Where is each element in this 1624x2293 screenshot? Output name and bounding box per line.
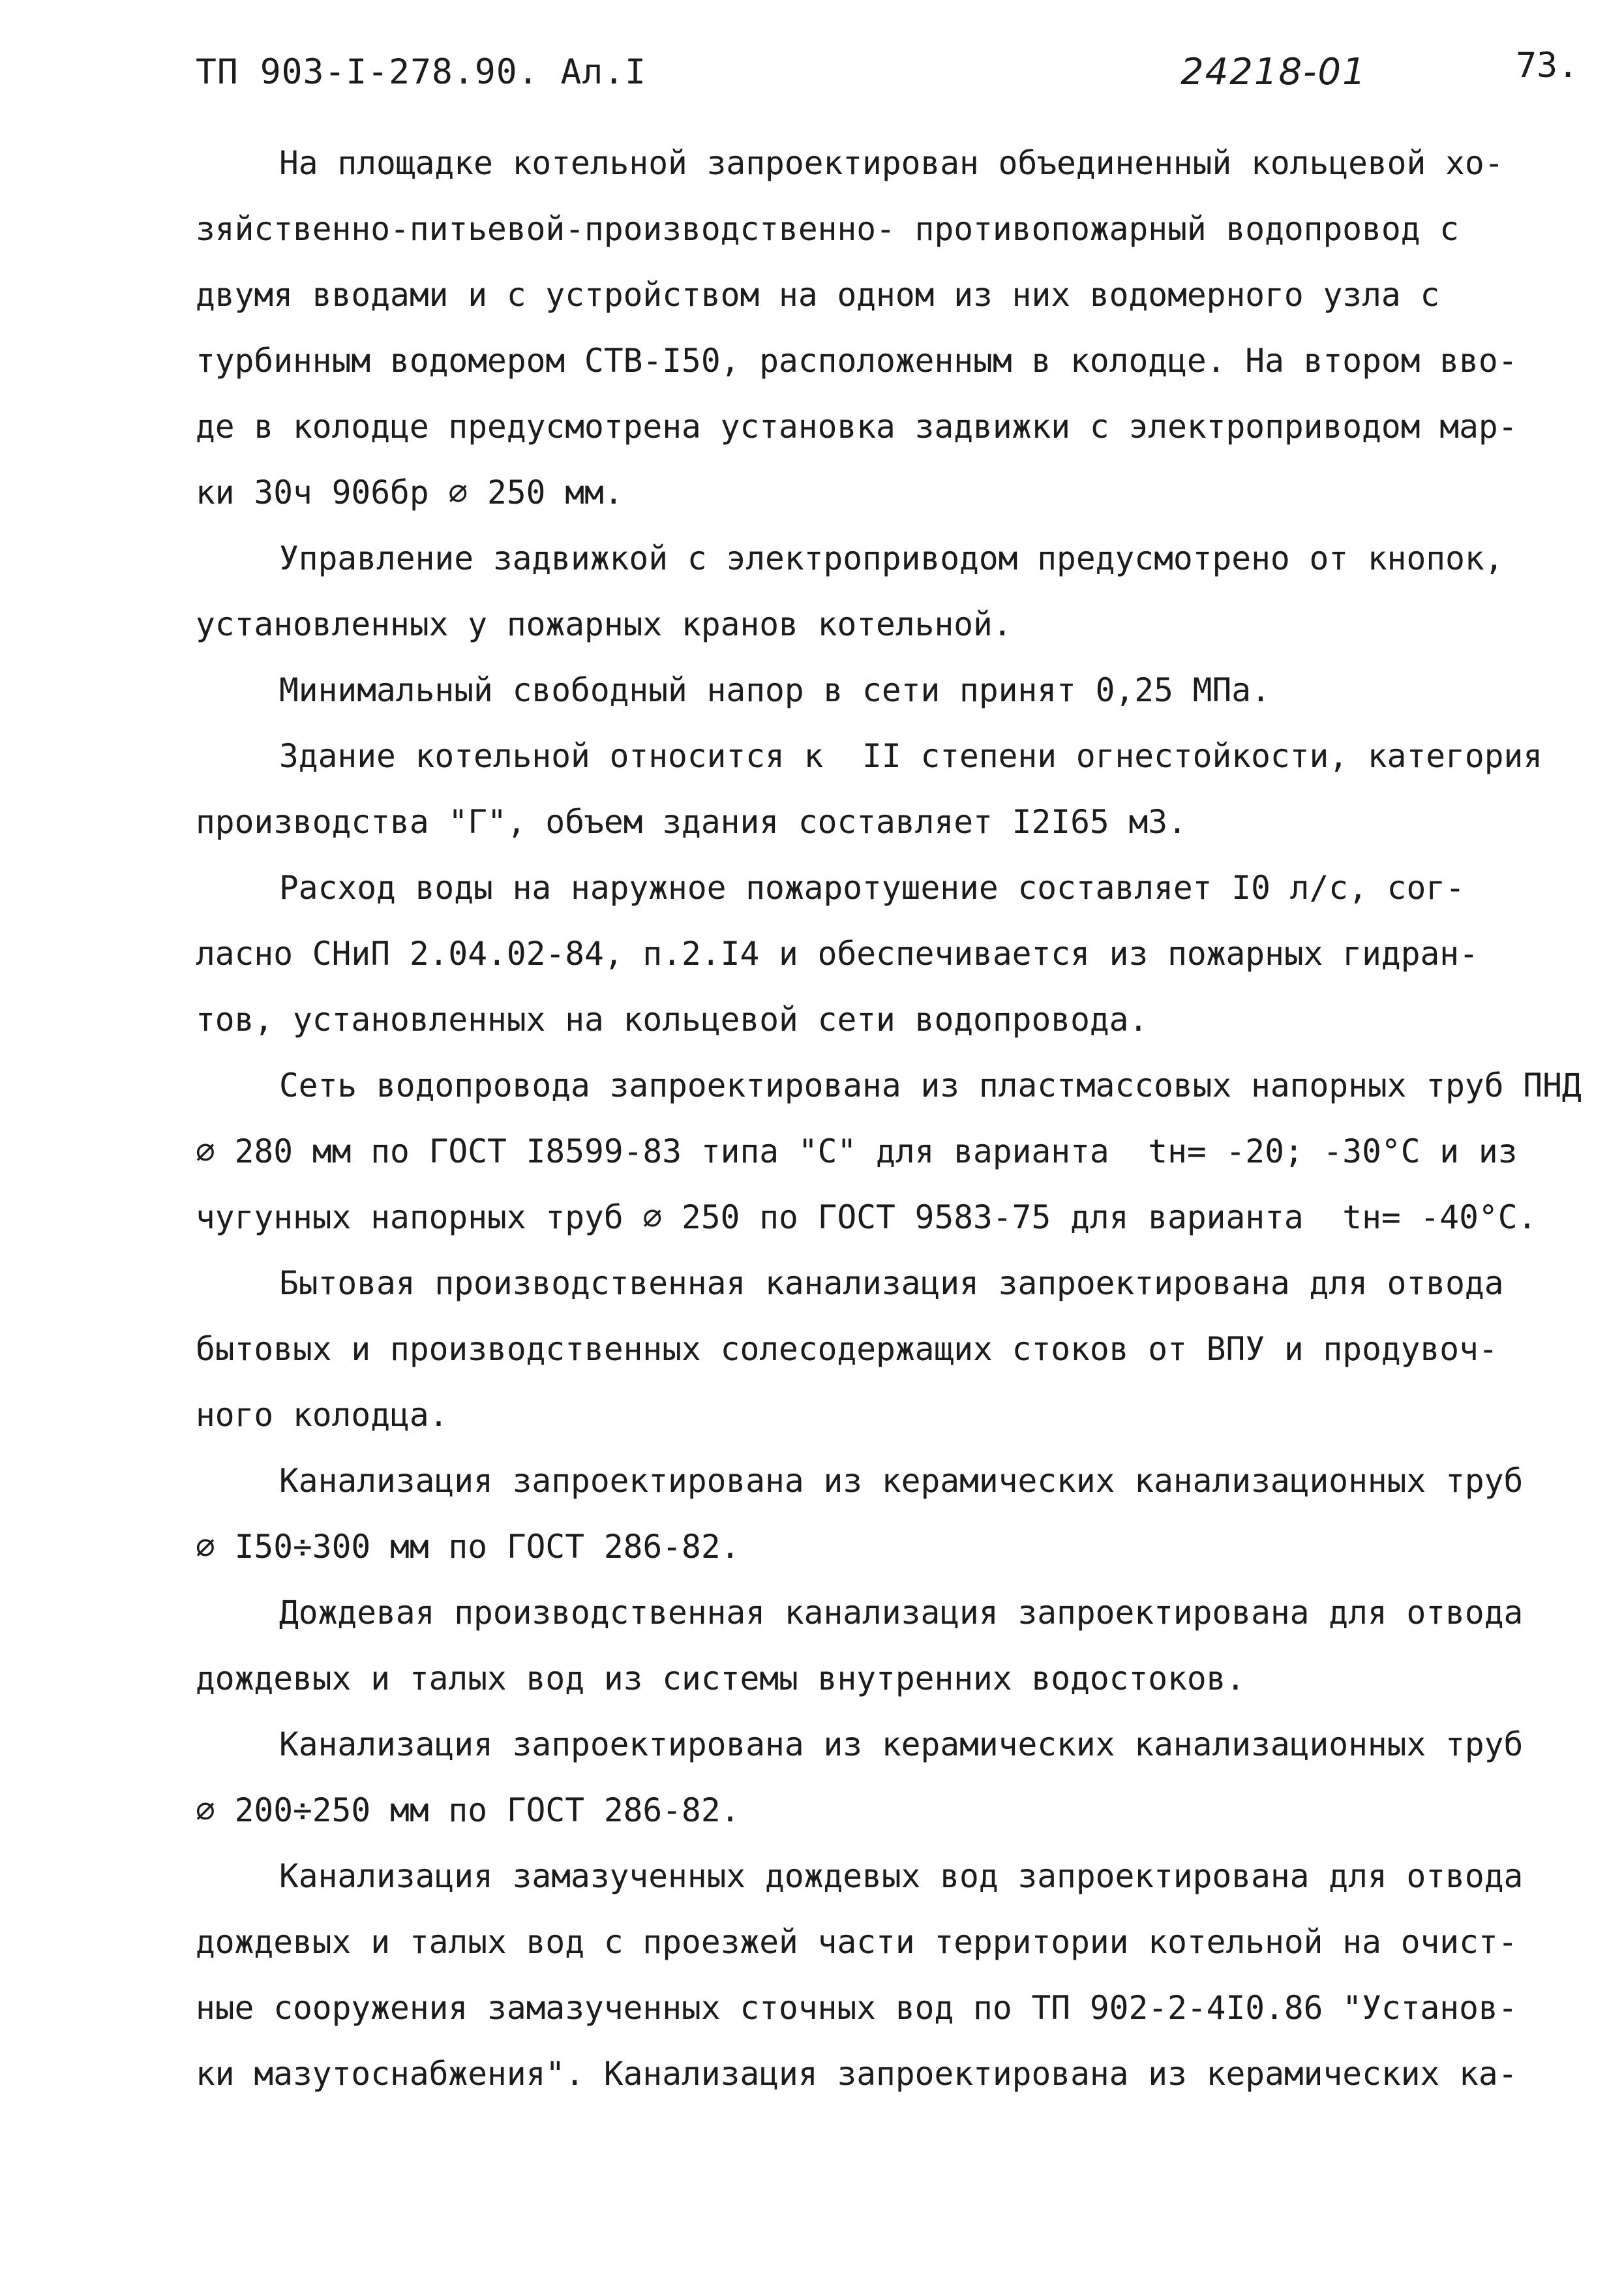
text-line: бытовых и производственных солесодержащих стоков от ВПУ и продувоч- [196, 1330, 1498, 1368]
text-line: Управление задвижкой с электроприводом предусмотрено от кнопок, [279, 539, 1504, 577]
archive-number: 24218-01 [1180, 51, 1367, 93]
text-line: На площадке котельной запроектирован объединенный кольцевой хо- [279, 144, 1504, 182]
text-line: зяйственно-питьевой-производственно- противопожарный водопровод с [196, 210, 1460, 248]
text-line: ∅ 280 мм по ГОСТ I8599-83 типа "С" для варианта tн= -20; -30°С и из [196, 1132, 1518, 1170]
text-line: ласно СНиП 2.04.02-84, п.2.I4 и обеспечивается из пожарных гидран- [196, 935, 1479, 973]
document-code: ТП 903-I-278.90. Ал.I [196, 52, 647, 92]
text-line: ки мазутоснабжения". Канализация запроектирована из керамических ка- [196, 2055, 1518, 2093]
text-line: Сеть водопровода запроектирована из пластмассовых напорных труб ПНД [279, 1067, 1582, 1104]
text-line: ∅ 200÷250 мм по ГОСТ 286-82. [196, 1791, 740, 1829]
text-line: Бытовая производственная канализация запроектирована для отвода [279, 1264, 1504, 1302]
text-line: Здание котельной относится к II степени огнестойкости, категория [279, 737, 1543, 775]
document-body [196, 130, 1582, 2107]
text-line: дождевых и талых вод из системы внутренних водостоков. [196, 1660, 1246, 1697]
text-line: дождевых и талых вод с проезжей части территории котельной на очист- [196, 1923, 1518, 1961]
text-line: установленных у пожарных кранов котельной. [196, 605, 1012, 643]
page-number: 73. [1516, 46, 1578, 85]
page-header [196, 46, 1578, 104]
text-line: Канализация замазученных дождевых вод запроектирована для отвода [279, 1857, 1524, 1895]
text-line: двумя вводами и с устройством на одном из них водомерного узла с [196, 276, 1440, 314]
text-line: ные сооружения замазученных сточных вод по ТП 902-2-4I0.86 "Установ- [196, 1989, 1518, 2027]
text-line: де в колодце предусмотрена установка задвижки с электроприводом мар- [196, 408, 1518, 446]
text-line: Расход воды на наружное пожаротушение составляет I0 л/с, сог- [279, 869, 1465, 907]
text-line: Минимальный свободный напор в сети принят 0,25 МПа. [279, 671, 1271, 709]
text-line: тов, установленных на кольцевой сети водопровода. [196, 1001, 1149, 1039]
text-line: Канализация запроектирована из керамических канализационных труб [279, 1462, 1524, 1500]
text-line: производства "Г", объем здания составляет I2I65 м3. [196, 803, 1187, 841]
text-line: ∅ I50÷300 мм по ГОСТ 286-82. [196, 1528, 740, 1566]
text-line: Дождевая производственная канализация запроектирована для отвода [279, 1594, 1524, 1632]
text-line: ки 30ч 906бр ∅ 250 мм. [196, 474, 624, 511]
text-line: турбинным водомером СТВ-I50, расположенным в колодце. На втором вво- [196, 342, 1518, 380]
text-line: чугунных напорных труб ∅ 250 по ГОСТ 9583-75 для варианта tн= -40°С. [196, 1198, 1537, 1236]
text-line: ного колодца. [196, 1396, 449, 1434]
text-line: Канализация запроектирована из керамических канализационных труб [279, 1725, 1524, 1763]
